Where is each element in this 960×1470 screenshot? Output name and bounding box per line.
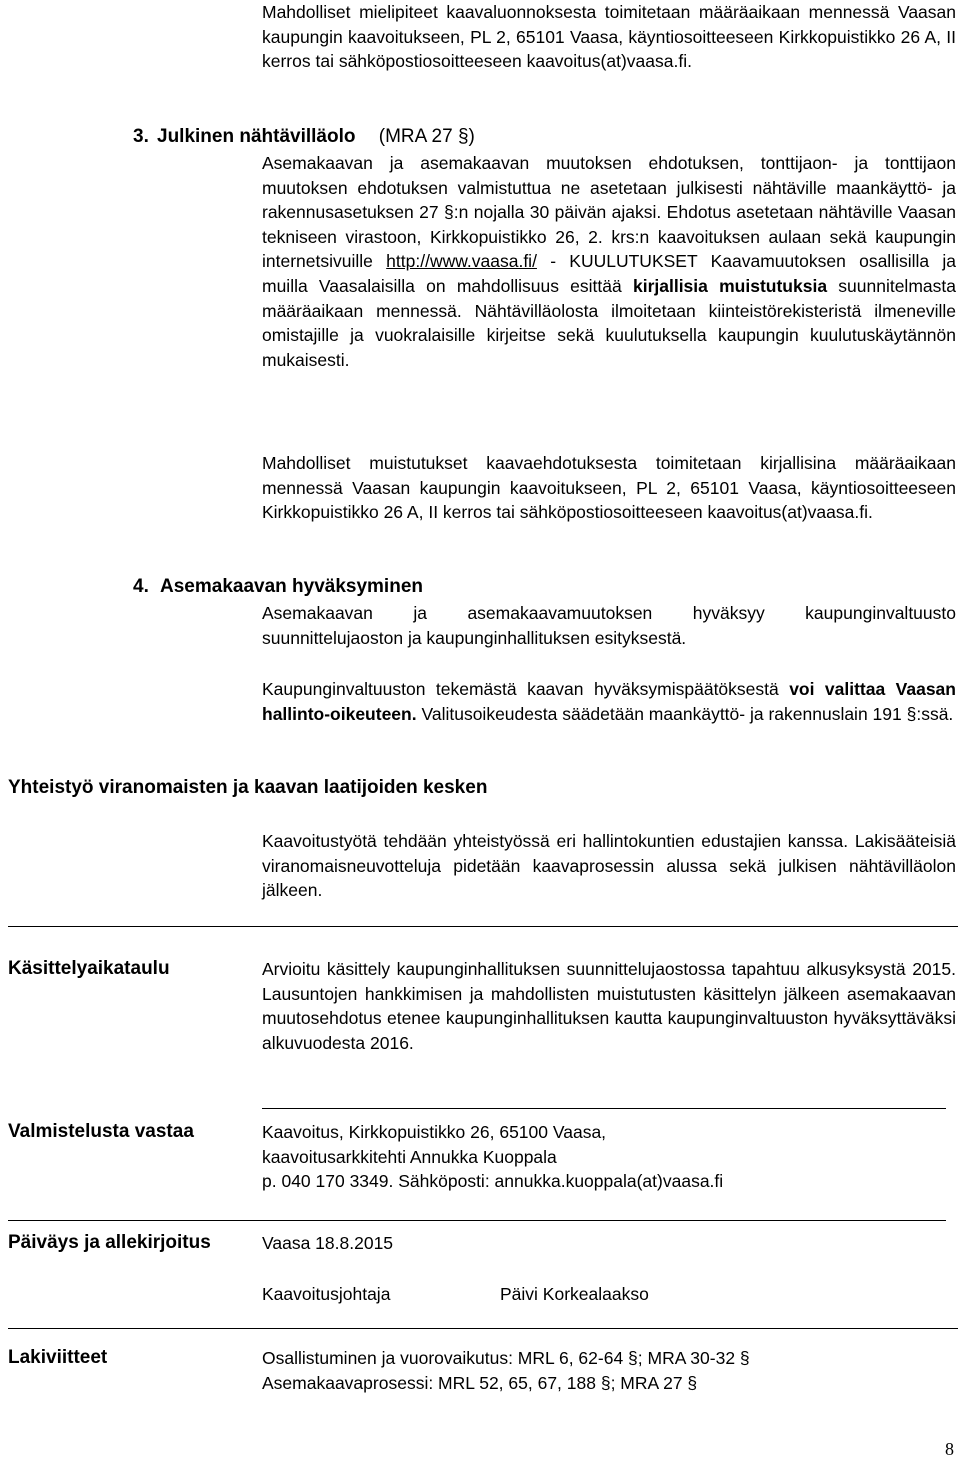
section-3-number: 3. bbox=[133, 126, 149, 147]
prepared-label: Valmistelusta vastaa bbox=[8, 1121, 194, 1142]
cooperation-heading: Yhteistyö viranomaisten ja kaavan laatijoiden kesken bbox=[8, 777, 488, 798]
intro-text: Mahdolliset mielipiteet kaavaluonnoksesta toimitetaan määräaikaan mennessä Vaasan kaupungin kaavoitukseen, PL 2, 65101 Vaasa, käyntiosoitteeseen Kirkkopuistikko 26 A, II kerros tai sähköpostiosoitteeseen kaavoitus(at)vaasa.fi. bbox=[262, 2, 956, 72]
section-4-p2-text-a: Kaupunginvaltuuston tekemästä kaavan hyväksymispäätöksestä bbox=[262, 679, 790, 699]
section-3-paragraph-2 bbox=[262, 451, 956, 525]
section-4-number: 4. bbox=[133, 576, 149, 597]
section-divider bbox=[8, 926, 958, 927]
prepared-contact bbox=[262, 1120, 956, 1194]
section-3-p1-text-b: - KUULUTUKSET Kaavamuutoksen osallisilla ja muilla Vaasalaisilla on mahdollisuus esittää bbox=[262, 251, 957, 296]
section-3-heading bbox=[157, 125, 475, 150]
section-4-paragraph-1 bbox=[262, 601, 956, 650]
section-4-p2-bold: voi valittaa Vaasan hallinto-oikeuteen. bbox=[262, 679, 956, 724]
cooperation-paragraph bbox=[262, 829, 956, 903]
schedule-divider bbox=[262, 1108, 946, 1109]
section-4-paragraph-2 bbox=[262, 677, 956, 726]
prepared-line-3: p. 040 170 3349. Sähköposti: annukka.kuoppala(at)vaasa.fi bbox=[262, 1171, 724, 1192]
page-number: 8 bbox=[945, 1439, 954, 1459]
vaasa-website-link[interactable]: http://www.vaasa.fi/ bbox=[386, 251, 537, 272]
signature-divider bbox=[8, 1328, 958, 1329]
cooperation-text: Kaavoitustyötä tehdään yhteistyössä eri hallintokuntien edustajien kanssa. Lakisääteisiä viranomaisneuvotteluja pidetään kaavaprosessin alussa sekä julkisen nähtävilläolon jälkeen. bbox=[262, 831, 956, 901]
law-line-1: Osallistuminen ja vuorovaikutus: MRL 6, 62-64 §; MRA 30-32 § bbox=[262, 1348, 750, 1368]
prepared-line-1: Kaavoitus, Kirkkopuistikko 26, 65100 Vaasa, bbox=[262, 1122, 607, 1142]
signature-title: Kaavoitusjohtaja bbox=[262, 1284, 391, 1304]
section-3-p1-text-c: suunnitelmasta määräaikaan mennessä. Nähtävilläolosta ilmoitetaan kiinteistörekisteristä ilmeneville omistajille ja vuokralaisille kirjeitse sekä kuulutuksella kaupungin kuulutuskäytännön mukaisesti. bbox=[262, 275, 956, 370]
section-4-p1-text: Asemakaavan ja asemakaavamuutoksen hyväksyy kaupunginvaltuusto suunnittelujaoston ja kaupunginhallituksen esityksestä. bbox=[262, 603, 956, 648]
signature-label: Päiväys ja allekirjoitus bbox=[8, 1232, 211, 1253]
law-references bbox=[262, 1346, 956, 1395]
prepared-divider bbox=[8, 1220, 946, 1221]
schedule-label: Käsittelyaikataulu bbox=[8, 958, 170, 979]
section-4-title: Asemakaavan hyväksyminen bbox=[160, 576, 423, 597]
schedule-text: Arvioitu käsittely kaupunginhallituksen suunnittelujaostossa tapahtuu alkusyksystä 2015. Lausuntojen hankkimisen ja mahdollisten muistutusten käsittelyn jälkeen asemakaavan muutosehdotus etenee kaupunginhallituksen kautta kaupunginvaltuuston hyväksyttäväksi alkuvuodesta 2016. bbox=[262, 959, 956, 1053]
signature-name: Päivi Korkealaakso bbox=[500, 1284, 649, 1304]
law-line-2: Asemakaavaprosessi: MRL 52, 65, 67, 188 §; MRA 27 § bbox=[262, 1372, 698, 1393]
section-3-p1-bold: kirjallisia muistutuksia bbox=[632, 275, 828, 296]
intro-paragraph bbox=[262, 0, 956, 74]
section-3-title: Julkinen nähtävilläolo bbox=[157, 126, 356, 147]
section-3-paragraph-1 bbox=[262, 151, 956, 372]
signature-date: Vaasa 18.8.2015 bbox=[262, 1233, 394, 1253]
section-3-p1-text-a: Asemakaavan ja asemakaavan muutoksen ehdotuksen, tonttijaon- ja tonttijaon muutoksen ehdotuksen valmistuttua ne asetetaan julkisesti nähtäville maankäyttö- ja rakennusasetuksen 27 §:n nojalla 30 päivän ajaksi. Ehdotus asetetaan nähtäville Vaasan tekniseen virastoon, Kirkkopuistikko 26, 2. krs:n kaavoituksen aulaan sekä kaupungin internetsivuille bbox=[262, 153, 956, 272]
section-4-p2-text-b: Valitusoikeudesta säädetään maankäyttö- ja rakennuslain 191 §:ssä. bbox=[416, 703, 954, 724]
section-3-p2-text: Mahdolliset muistutukset kaavaehdotuksesta toimitetaan kirjallisina määräaikaan mennessä Vaasan kaupungin kaavoitukseen, PL 2, 65101 Vaasa, käyntiosoitteeseen Kirkkopuistikko 26 A, II kerros tai sähköpostiosoitteeseen kaavoitus(at)vaasa.fi. bbox=[262, 453, 956, 523]
section-3-ref: (MRA 27 §) bbox=[378, 126, 475, 147]
prepared-line-2: kaavoitusarkkitehti Annukka Kuoppala bbox=[262, 1146, 557, 1167]
schedule-paragraph bbox=[262, 957, 956, 1055]
law-label: Lakiviitteet bbox=[8, 1347, 108, 1368]
